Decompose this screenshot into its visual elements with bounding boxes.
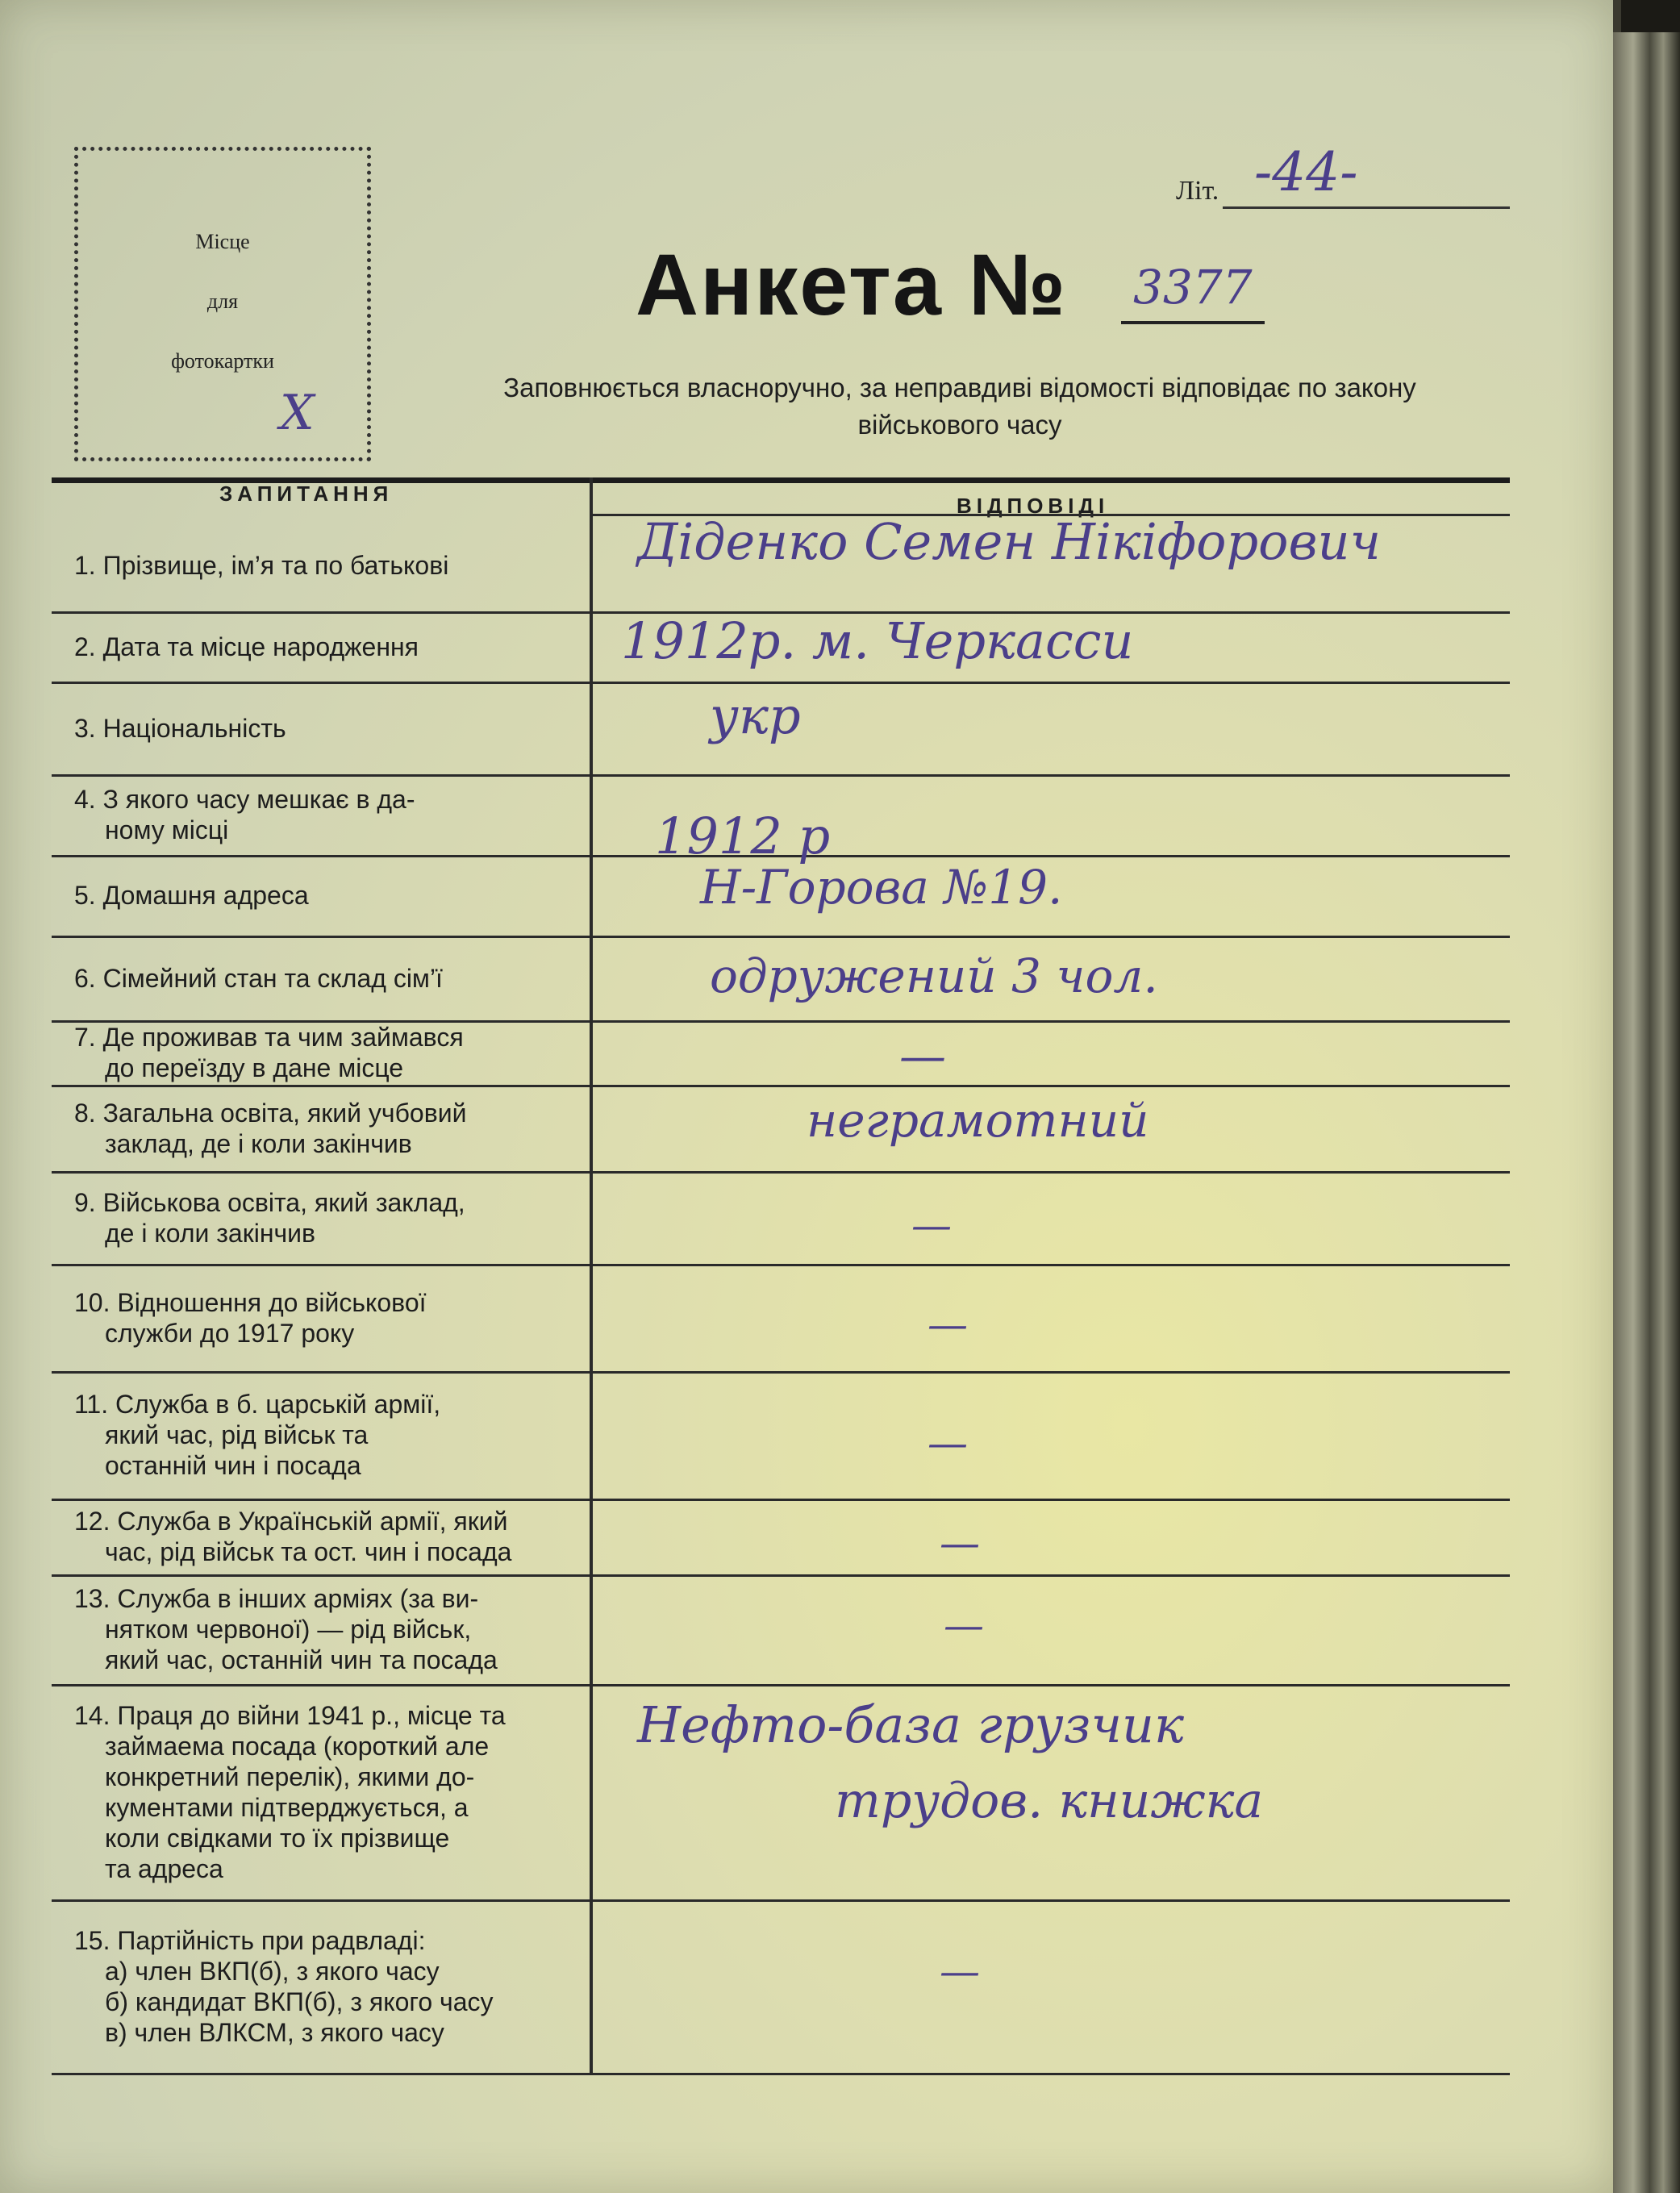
answer-14-line-2: трудов. книжка	[835, 1773, 1264, 1829]
answer-3: укр	[710, 686, 801, 745]
row-rule	[52, 1371, 1510, 1374]
answer-2: 1912р. м. Черкасси	[621, 611, 1134, 670]
question-line: 6. Сімейний стан та склад сім’ї	[74, 963, 443, 993]
question-2	[74, 632, 590, 662]
answer-8: неграмотний	[807, 1093, 1149, 1148]
photo-label-line-1: Місце	[195, 230, 250, 253]
question-line: 15. Партійність при радвладі:	[74, 1925, 426, 1955]
question-line: 10. Відношення до військової	[74, 1287, 427, 1317]
question-line: служби до 1917 року	[105, 1318, 355, 1348]
answer-4: 1912 р	[655, 807, 831, 865]
stacked-page-edges	[1613, 32, 1680, 2193]
question-12	[74, 1506, 590, 1567]
question-5	[74, 880, 590, 911]
question-11	[74, 1389, 590, 1481]
answer-9: —	[911, 1202, 952, 1249]
question-line: останній чин і посада	[105, 1451, 361, 1480]
photo-label-line-3: фотокартки	[171, 349, 274, 373]
question-line: 9. Військова освіта, який заклад,	[74, 1187, 465, 1217]
question-line: в) член ВЛКСМ, з якого часу	[105, 2017, 444, 2047]
question-line: 3. Національність	[74, 713, 286, 743]
question-1	[74, 550, 590, 581]
question-line: ному місці	[105, 815, 229, 844]
lit-value: -44-	[1254, 141, 1358, 203]
question-14	[74, 1700, 590, 1884]
question-line: 2. Дата та місце народження	[74, 632, 419, 661]
row-rule	[52, 1684, 1510, 1686]
question-9	[74, 1187, 590, 1249]
question-line: кументами підтверджується, а	[105, 1792, 469, 1822]
question-line: 11. Служба в б. царській армії,	[74, 1390, 441, 1419]
answer-11: —	[928, 1420, 968, 1466]
question-4	[74, 784, 590, 845]
question-3	[74, 713, 590, 744]
answer-13: —	[944, 1602, 984, 1649]
question-line: коли свідками то їх прізвище	[105, 1823, 450, 1853]
row-rule	[52, 1899, 1510, 1902]
row-rule	[52, 1264, 1510, 1266]
question-10	[74, 1287, 590, 1349]
row-rule	[52, 1085, 1510, 1087]
question-line: 14. Праця до війни 1941 р., місце та	[74, 1700, 506, 1730]
photo-label-line-2: для	[206, 290, 239, 313]
form-title: Анкета №	[636, 236, 1068, 333]
row-rule	[52, 2073, 1510, 2075]
question-line: де і коли закінчив	[105, 1218, 316, 1248]
question-line: до переїзду в дане місце	[105, 1053, 404, 1082]
row-rule	[52, 1499, 1510, 1501]
answer-14: Нефто-база грузчик	[637, 1695, 1184, 1754]
row-rule	[52, 682, 1510, 684]
question-line: 1. Прізвище, ім’я та по батькові	[74, 550, 449, 580]
subtitle-line-1: Заповнюється власноручно, за неправдиві відомості відповідає по закону	[503, 373, 1416, 402]
form-number: 3377	[1133, 260, 1253, 315]
column-header-answers: ВІДПОВІДІ	[957, 494, 1110, 518]
row-rule	[52, 1574, 1510, 1577]
question-line: 8. Загальна освіта, який учбовий	[74, 1098, 467, 1128]
question-7	[74, 1022, 590, 1083]
photo-placeholder	[74, 147, 371, 461]
row-rule	[52, 1171, 1510, 1174]
question-13	[74, 1583, 590, 1675]
answer-5: Н-Горова №19.	[700, 860, 1063, 915]
photo-mark: X	[280, 385, 315, 441]
question-line: та адреса	[105, 1853, 223, 1883]
question-15	[74, 1925, 590, 2048]
question-8	[74, 1098, 590, 1159]
question-line: який час, рід військ та	[105, 1420, 369, 1449]
question-line: а) член ВКП(б), з якого часу	[105, 1956, 440, 1986]
question-line: б) кандидат ВКП(б), з якого часу	[105, 1987, 494, 2016]
answer-10: —	[928, 1301, 968, 1348]
row-rule	[52, 936, 1510, 938]
question-line: заклад, де і коли закінчив	[105, 1128, 412, 1158]
answer-1: Діденко Семен Нікіфорович	[637, 512, 1382, 571]
lit-underline	[1223, 206, 1510, 209]
answer-15: —	[940, 1948, 980, 1995]
column-header-questions: ЗАПИТАННЯ	[219, 482, 394, 506]
answer-12: —	[940, 1520, 980, 1566]
answer-6: одружений 3 чол.	[710, 948, 1158, 1003]
question-line: займаема посада (короткий але	[105, 1731, 490, 1761]
subtitle-line-2: військового часу	[857, 410, 1062, 440]
question-line: конкретний перелік), якими до-	[105, 1761, 475, 1791]
question-6	[74, 963, 590, 994]
question-line: 4. З якого часу мешкає в да-	[74, 785, 415, 814]
question-line: 13. Служба в інших арміях (за ви-	[74, 1584, 479, 1613]
answer-7: —	[899, 1028, 946, 1083]
question-line: 5. Домашня адреса	[74, 881, 309, 910]
question-line: нятком червоної) — рід військ,	[105, 1615, 472, 1644]
lit-label: Літ.	[1176, 176, 1219, 206]
number-underline	[1121, 321, 1265, 324]
question-line: який час, останній чин та посада	[105, 1645, 498, 1674]
row-rule	[52, 774, 1510, 777]
question-line: 7. Де проживав та чим займався	[74, 1023, 464, 1052]
question-line: час, рід військ та ост. чин і посада	[105, 1537, 512, 1566]
question-line: 12. Служба в Українській армії, який	[74, 1507, 508, 1536]
form-subtitle	[395, 369, 1524, 444]
